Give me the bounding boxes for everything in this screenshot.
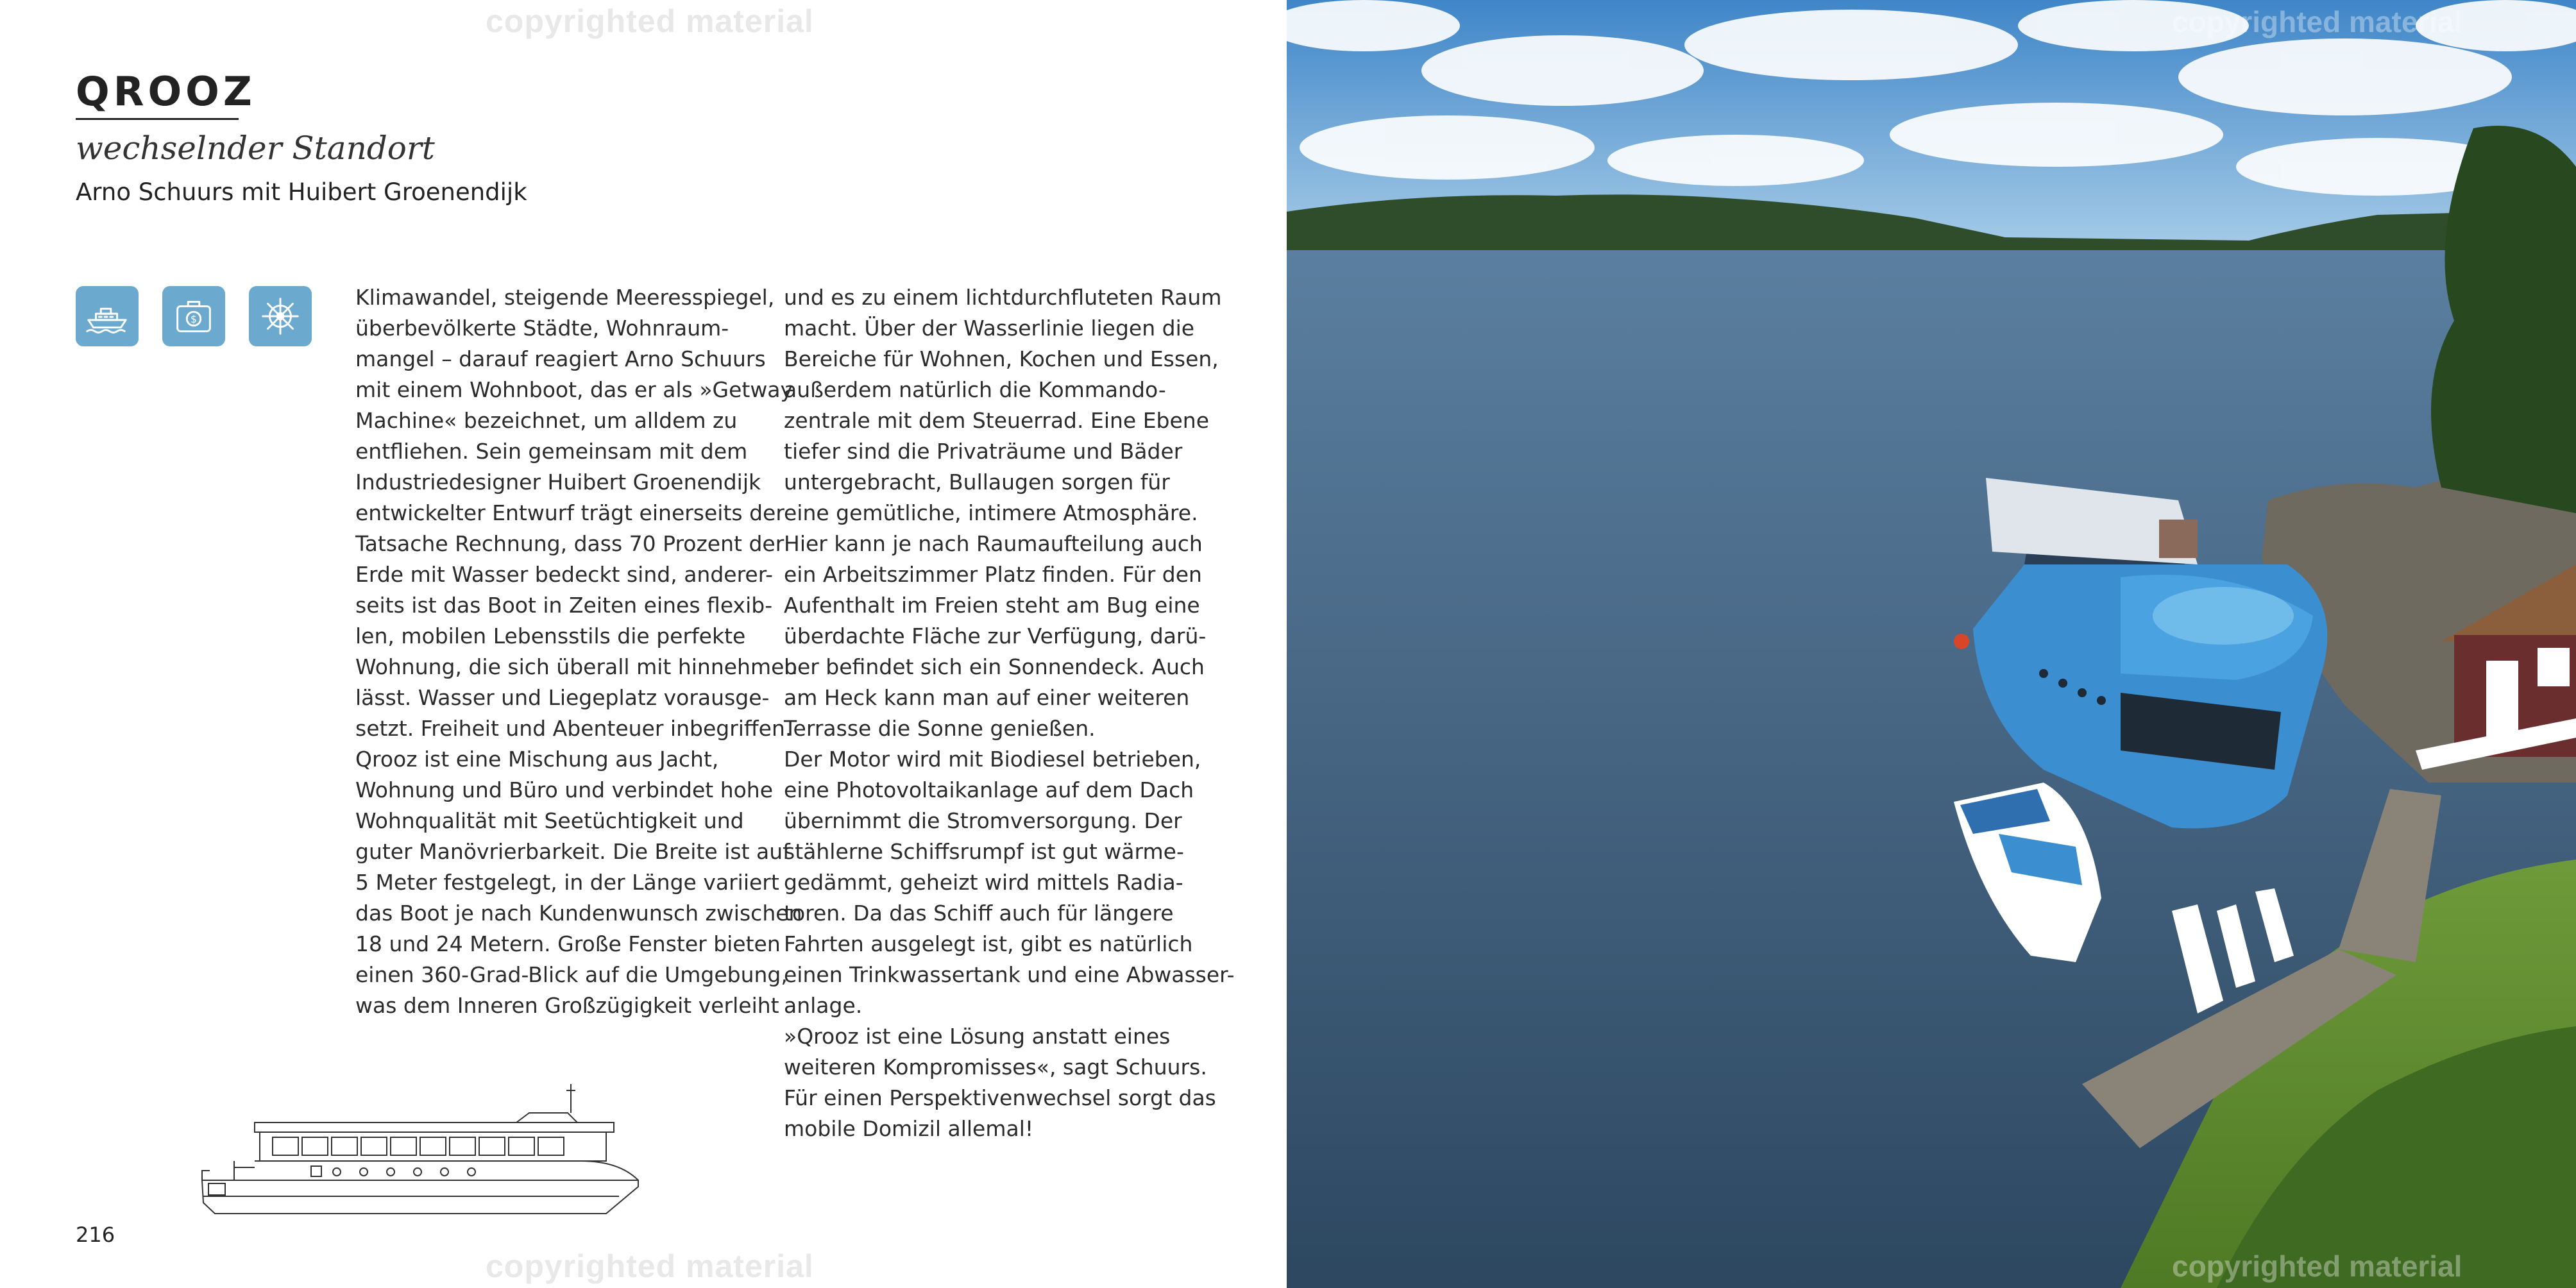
text-line: Fahrten ausgelegt ist, gibt es natürlich bbox=[784, 931, 1193, 956]
text-line: Der Motor wird mit Biodiesel betrieben, bbox=[784, 747, 1201, 772]
text-line: Aufenthalt im Freien steht am Bug eine bbox=[784, 593, 1200, 618]
article-subtitle: wechselnder Standort bbox=[76, 130, 435, 167]
text-line: anlage. bbox=[784, 993, 863, 1018]
text-line: untergebracht, Bullaugen sorgen für bbox=[784, 470, 1170, 495]
text-line: ein Arbeitszimmer Platz finden. Für den bbox=[784, 562, 1202, 587]
article-authors: Arno Schuurs mit Huibert Groenendijk bbox=[76, 178, 527, 206]
text-line: Industriedesigner Huibert Groenendijk bbox=[355, 470, 761, 495]
text-line: 18 und 24 Metern. Große Fenster bieten bbox=[355, 931, 781, 956]
text-line: tiefer sind die Privaträume und Bäder bbox=[784, 439, 1183, 464]
text-line: Wohnung, die sich überall mit hinnehmen bbox=[355, 654, 798, 679]
text-line: Bereiche für Wohnen, Kochen und Essen, bbox=[784, 346, 1219, 371]
ship-wheel-icon bbox=[249, 286, 312, 346]
text-line: mit einem Wohnboot, das er als »Getway bbox=[355, 377, 793, 402]
text-line: len, mobilen Lebensstils die perfekte bbox=[355, 623, 746, 648]
photo-watermark-bottom: copyrighted material bbox=[2172, 1250, 2462, 1283]
text-line: weiteren Kompromisses«, sagt Schuurs. bbox=[784, 1055, 1207, 1080]
text-line: Hier kann je nach Raumaufteilung auch bbox=[784, 531, 1203, 556]
text-line: »Qrooz ist eine Lösung anstatt eines bbox=[784, 1024, 1171, 1049]
text-line: eine Photovoltaikanlage auf dem Dach bbox=[784, 777, 1194, 802]
text-line: zentrale mit dem Steuerrad. Eine Ebene bbox=[784, 408, 1210, 433]
article-title: QROOZ bbox=[76, 68, 256, 115]
body-column-1 bbox=[355, 282, 802, 1021]
text-line: stählerne Schiffsrumpf ist gut wärme- bbox=[784, 839, 1184, 864]
watermark-bottom: copyrighted material bbox=[486, 1248, 814, 1284]
text-line: Machine« bezeichnet, um alldem zu bbox=[355, 408, 738, 433]
svg-text:$: $ bbox=[191, 313, 197, 325]
text-line: einen Trinkwassertank und eine Abwasser- bbox=[784, 962, 1235, 987]
text-line: Qrooz ist eine Mischung aus Jacht, bbox=[355, 747, 719, 772]
page-number: 216 bbox=[76, 1223, 115, 1247]
text-line: macht. Über der Wasserlinie liegen die bbox=[784, 316, 1195, 341]
text-line: setzt. Freiheit und Abenteuer inbegriffen. bbox=[355, 716, 792, 741]
text-line: überdachte Fläche zur Verfügung, darü- bbox=[784, 623, 1207, 648]
boat-side-elevation-drawing bbox=[196, 1084, 690, 1226]
text-line: Wohnung und Büro und verbindet hohe bbox=[355, 777, 774, 802]
text-line: ber befindet sich ein Sonnendeck. Auch bbox=[784, 654, 1205, 679]
text-line: und es zu einem lichtdurchfluteten Raum bbox=[784, 285, 1222, 310]
text-line: überbevölkerte Städte, Wohnraum- bbox=[355, 316, 729, 341]
text-line: am Heck kann man auf einer weiteren bbox=[784, 685, 1190, 710]
text-line: das Boot je nach Kundenwunsch zwischen bbox=[355, 901, 802, 926]
text-line: einen 360-Grad-Blick auf die Umgebung, bbox=[355, 962, 788, 987]
text-line: mangel – darauf reagiert Arno Schuurs bbox=[355, 346, 766, 371]
text-line: 5 Meter festgelegt, in der Länge variiert bbox=[355, 870, 779, 895]
boat-icon bbox=[76, 286, 139, 346]
watermark-top: copyrighted material bbox=[486, 3, 814, 39]
text-line: außerdem natürlich die Kommando- bbox=[784, 377, 1166, 402]
text-line: Wohnqualität mit Seetüchtigkeit und bbox=[355, 808, 744, 833]
money-case-icon bbox=[162, 286, 225, 346]
photo-watermark-top: copyrighted material bbox=[2172, 5, 2462, 38]
text-line: Für einen Perspektivenwechsel sorgt das bbox=[784, 1085, 1216, 1110]
houseboat-photo bbox=[1287, 0, 2576, 1288]
text-line: guter Manövrierbarkeit. Die Breite ist auf bbox=[355, 839, 790, 864]
text-line: toren. Da das Schiff auch für längere bbox=[784, 901, 1174, 926]
text-line: eine gemütliche, intimere Atmosphäre. bbox=[784, 500, 1198, 525]
text-line: entwickelter Entwurf trägt einerseits der bbox=[355, 500, 784, 525]
title-underline bbox=[76, 118, 239, 120]
text-line: übernimmt die Stromversorgung. Der bbox=[784, 808, 1182, 833]
text-line: mobile Domizil allemal! bbox=[784, 1116, 1034, 1141]
text-line: Erde mit Wasser bedeckt sind, anderer- bbox=[355, 562, 774, 587]
text-line: lässt. Wasser und Liegeplatz vorausge- bbox=[355, 685, 770, 710]
text-line: Terrasse die Sonne genießen. bbox=[784, 716, 1096, 741]
text-line: was dem Inneren Großzügigkeit verleiht bbox=[355, 993, 779, 1018]
text-line: entfliehen. Sein gemeinsam mit dem bbox=[355, 439, 748, 464]
text-line: gedämmt, geheizt wird mittels Radia- bbox=[784, 870, 1183, 895]
left-page bbox=[0, 0, 1287, 1288]
text-line: Tatsache Rechnung, dass 70 Prozent der bbox=[355, 531, 784, 556]
text-line: Klimawandel, steigende Meeresspiegel, bbox=[355, 285, 775, 310]
body-column-2 bbox=[784, 282, 1235, 1144]
text-line: seits ist das Boot in Zeiten eines flexib- bbox=[355, 593, 773, 618]
